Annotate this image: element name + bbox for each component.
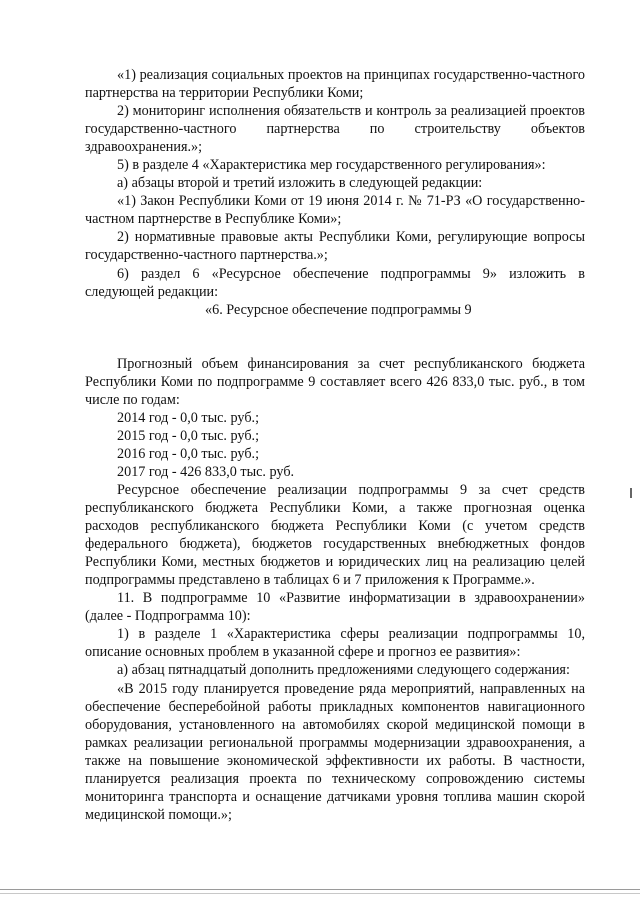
- paragraph-ppp-item-2: 2) мониторинг исполнения обязательств и контроль за реализацией проектов государственно-частного партнерства по строительству объектов здравоохранения.»;: [85, 103, 585, 156]
- funding-year-2016: 2016 год - 0,0 тыс. руб.;: [117, 445, 260, 462]
- document-body: [85, 66, 585, 824]
- bottom-scan-line: [0, 889, 640, 890]
- scan-mark: [630, 488, 632, 498]
- paragraph-law-reference: «1) Закон Республики Коми от 19 июня 2014 г. № 71-РЗ «О государственно-частном партнерстве в Республике Коми»;: [85, 193, 585, 228]
- funding-year-2015: 2015 год - 0,0 тыс. руб.;: [117, 427, 260, 444]
- section-spacer: [85, 319, 585, 355]
- paragraph-normative-acts: 2) нормативные правовые акты Республики Коми, регулирующие вопросы государственно-частного партнерства.»;: [85, 229, 585, 264]
- paragraph-section-4: 5) в разделе 4 «Характеристика мер государственного регулирования»:: [117, 157, 546, 174]
- paragraph-2015-measures: «В 2015 году планируется проведение ряда мероприятий, направленных на обеспечение бесперебойной работы прикладных компонентов навигационного оборудования, установленного на автомобилях скорой медицинской помощи в рамках реализации региональной программы модернизации здравоохранения, а также на повышение экономической эффективности их работы. В частности, планируется реализация проекта по техническому сопровождению системы мониторинга транспорта и оснащение датчиками уровня топлива машин скорой медицинской помощи.»;: [85, 680, 585, 823]
- paragraph-funding-intro: Прогнозный объем финансирования за счет республиканского бюджета Республики Коми по подпрограмме 9 составляет всего 426 833,0 тыс. руб., в том числе по годам:: [85, 355, 585, 408]
- section-title: «6. Ресурсное обеспечение подпрограммы 9: [205, 301, 472, 318]
- paragraph-subitem-a: а) абзацы второй и третий изложить в следующей редакции:: [117, 175, 483, 192]
- paragraph-fifteenth-clause: а) абзац пятнадцатый дополнить предложениями следующего содержания:: [117, 662, 570, 679]
- paragraph-section-1: 1) в разделе 1 «Характеристика сферы реализации подпрограммы 10, описание основных проблем в указанной сфере и прогноз ее развития»:: [85, 626, 585, 661]
- funding-year-2014: 2014 год - 0,0 тыс. руб.;: [117, 409, 260, 426]
- paragraph-subprogram-10: 11. В подпрограмме 10 «Развитие информатизации в здравоохранении» (далее - Подпрограмма 10):: [85, 590, 585, 625]
- funding-year-2017: 2017 год - 426 833,0 тыс. руб.: [117, 463, 295, 480]
- paragraph-resource-provision: Ресурсное обеспечение реализации подпрограммы 9 за счет средств республиканского бюджета Республики Коми, а также прогнозная оценка расходов республиканского бюджета Республики Коми (с учетом средств федерального бюджета), бюджетов государственных внебюджетных фондов Республики Коми, местных бюджетов и юридических лиц на реализацию целей подпрограммы представлено в таблицах 6 и 7 приложения к Программе.».: [85, 481, 585, 589]
- paragraph-section-6: 6) раздел 6 «Ресурсное обеспечение подпрограммы 9» изложить в следующей редакции:: [85, 265, 585, 300]
- bottom-scan-line-secondary: [0, 893, 640, 894]
- paragraph-ppp-item-1: «1) реализация социальных проектов на принципах государственно-частного партнерства на территории Республики Коми;: [85, 67, 585, 102]
